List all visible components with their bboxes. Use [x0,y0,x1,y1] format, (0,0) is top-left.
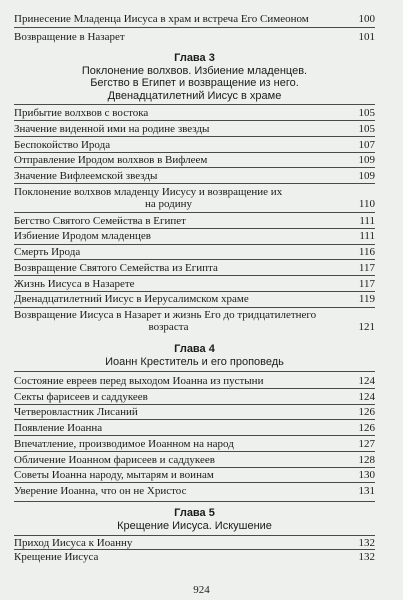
separator-line [14,167,375,168]
toc-entry [14,485,375,497]
toc-entry-page: 101 [358,30,375,43]
toc-entry-title: Смерть Ирода [14,246,81,259]
toc-entry [14,293,375,305]
toc-entry [38,198,375,210]
toc-entry-title: Прибытие волхвов с востока [14,107,149,119]
toc-entry-page: 100 [358,12,375,25]
separator-line [14,275,375,276]
separator-line [14,244,375,245]
toc-entry-title: Избиение Иродом младенцев [14,230,151,243]
separator-line [14,27,375,28]
toc-entry [14,262,375,274]
toc-entry-page: 121 [358,321,375,334]
toc-entry [14,123,375,135]
separator-line [14,404,375,405]
toc-entry-page: 117 [358,261,375,274]
toc-entry [14,422,375,434]
toc-entry [14,406,375,418]
toc-entry [14,551,375,563]
toc-entry-page: 124 [358,390,375,403]
chapter-3-subtitle: Бегство в Египет и возвращение из него. [90,77,299,90]
toc-entry-page: 109 [358,154,375,167]
toc-entry-title: Поклонение волхвов младенцу Иисусу и возвращение их [14,185,283,198]
chapter-5-subtitle: Крещение Иисуса. Искушение [117,520,272,532]
separator-line [14,482,375,483]
toc-entry-title: Состояние евреев перед выходом Иоанна из пустыни [14,374,264,387]
toc-entry-page: 105 [358,107,375,119]
toc-entry-title: Четверовластник Лисаний [14,406,138,419]
toc-entry-title: Уверение Иоанна, что он не Христос [14,485,187,497]
toc-entry [14,139,375,151]
separator-line [14,183,375,184]
toc-entry-title: Приход Иисуса к Иоанну [14,537,133,549]
toc-entry [38,321,375,333]
toc-entry-title-continued: на родину [144,198,193,210]
toc-entry-page: 132 [358,551,375,563]
toc-entry-page: 116 [358,246,375,259]
separator-line [14,467,375,468]
separator-line [14,136,375,137]
separator-line [14,388,375,389]
toc-entry-title: Обличение Иоанном фарисеев и саддукеев [14,453,215,466]
toc-entry-title: Возвращение в Назарет [14,30,125,43]
toc-entry [14,107,375,119]
toc-entry [14,154,375,166]
toc-entry [14,230,375,242]
toc-entry [14,278,375,290]
toc-entry-page: 126 [358,422,375,434]
toc-entry-title: Беспокойство Ирода [14,138,111,151]
toc-entry [14,170,375,182]
toc-entry [14,537,375,549]
separator-line [14,259,375,260]
toc-entry-title: Секты фарисеев и саддукеев [14,390,148,403]
toc-entry [14,375,375,387]
separator-line [14,104,375,105]
toc-entry-page: 119 [358,293,375,306]
separator-line [14,228,375,229]
toc-entry-title: Впечатление, производимое Иоанном на народ [14,437,234,450]
chapter-5-title: Глава 5 [174,507,215,519]
separator-line [14,307,375,308]
separator-line [14,371,375,372]
separator-line [14,451,375,452]
chapter-3-title: Глава 3 [174,51,215,64]
separator-line [14,535,375,536]
separator-line [14,120,375,121]
toc-entry-page: 110 [358,198,375,210]
toc-entry-page: 130 [358,469,375,482]
toc-entry-title: Значение Вифлеемской звезды [14,170,158,182]
chapter-4-title: Глава 4 [174,343,215,356]
toc-entry-page: 131 [358,485,375,497]
toc-entry-line1 [14,186,375,198]
toc-entry [14,246,375,258]
toc-entry-title: Значение виденной ими на родине звезды [14,122,210,135]
separator-line [14,501,375,502]
toc-entry-title: Отправление Иродом волхвов в Вифлеем [14,154,208,167]
toc-entry-title: Двенадцатилетний Иисус в Иерусалимском храме [14,293,249,306]
toc-entry-page: 126 [358,406,375,419]
toc-entry-title: Жизнь Иисуса в Назарете [14,277,135,290]
toc-entry-page: 111 [359,230,375,243]
toc-entry-page: 124 [358,374,375,387]
toc-entry-page: 128 [358,453,375,466]
separator-line [14,549,375,550]
toc-entry-title: Возвращение Иисуса в Назарет и жизнь Его до тридцатилетнего [14,309,317,322]
toc-entry-title: Появление Иоанна [14,422,103,434]
toc-entry-title-continued: возраста [148,321,189,334]
toc-entry [14,215,375,227]
separator-line [14,291,375,292]
toc-entry-page: 111 [359,214,375,227]
toc-entry [14,454,375,466]
toc-entry-title: Принесение Младенца Иисуса в храм и встреча Его Симеоном [14,12,309,25]
page-number: 924 [193,584,210,596]
toc-entry [14,469,375,481]
toc-entry-page: 127 [358,437,375,450]
toc-entry-title: Советы Иоанна народу, мытарям и воинам [14,469,214,482]
separator-line [14,419,375,420]
toc-entry [14,31,375,43]
toc-entry-page: 107 [358,138,375,151]
toc-entry [14,391,375,403]
toc-entry-page: 109 [358,170,375,182]
toc-entry-line1 [14,309,375,321]
chapter-3-subtitle: Поклонение волхвов. Избиение младенцев. [81,65,308,77]
toc-entry [14,13,375,25]
toc-entry-page: 105 [358,122,375,135]
toc-entry-title: Крещение Иисуса [14,551,99,563]
separator-line [14,212,375,213]
chapter-4-subtitle: Иоанн Креститель и его проповедь [105,356,284,369]
chapter-3-subtitle: Двенадцатилетний Иисус в храме [107,89,282,102]
toc-entry-title: Возвращение Святого Семейства из Египта [14,261,218,274]
toc-entry-title: Бегство Святого Семейства в Египет [14,214,186,227]
toc-entry-page: 117 [358,277,375,290]
separator-line [14,435,375,436]
toc-entry-page: 132 [358,537,375,549]
toc-entry [14,438,375,450]
separator-line [14,152,375,153]
